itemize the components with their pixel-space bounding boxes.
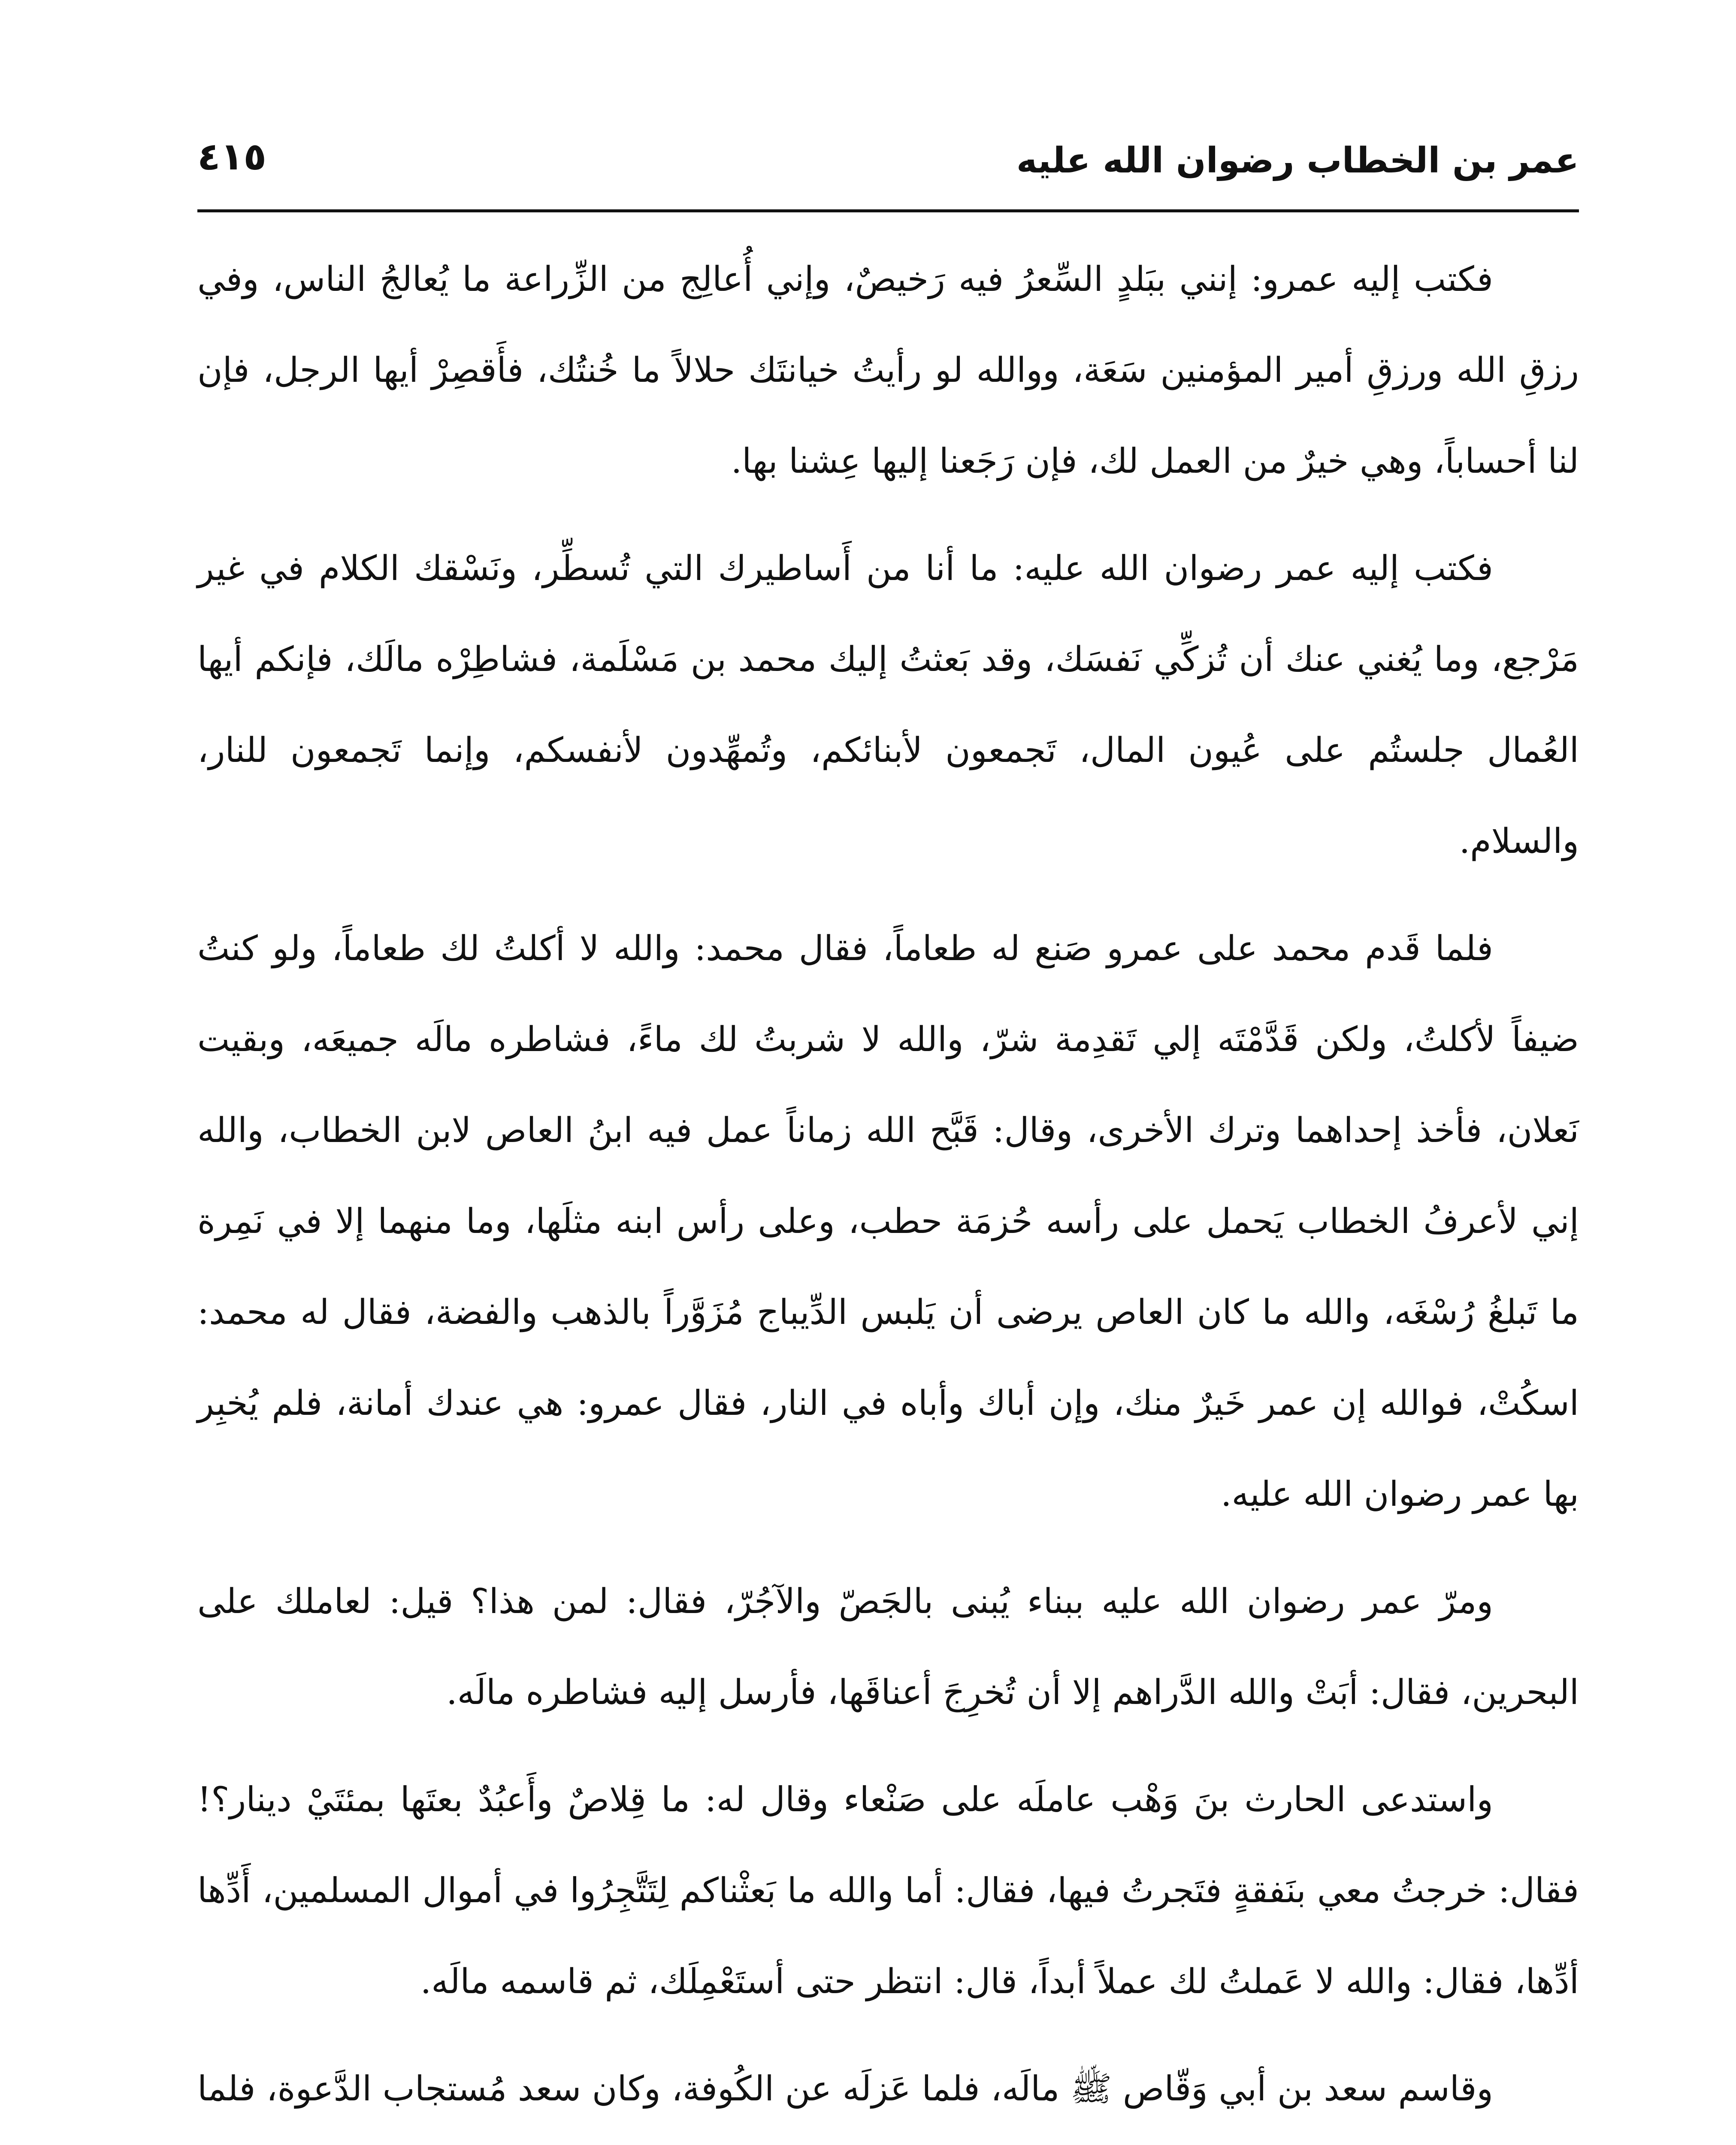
paragraph-5: واستدعى الحارث بنَ وَهْب عاملَه على صَنْعاء وقال له: ما قِلاصٌ وأَعبُدٌ بعتَها بمئتَيْ دينار؟! فقال: خرجتُ معي بنَفقةٍ فتَجرتُ فيها، فقال: أما والله ما بَعثْناكم لِتَتَّجِرُوا في أموال المسلمين، أَدِّها أدِّها، فقال: والله لا عَملتُ لك عملاً أبداً، قال: انتظر حتى أستَعْمِلَك، ثم قاسمه مالَه. bbox=[197, 1779, 1579, 2001]
body-text bbox=[197, 234, 1579, 2145]
paragraph-6: وقاسم سعد بن أبي وَقّاص ﷺ مالَه، فلما عَزلَه عن الكُوفة، وكان سعد مُستجاب الدَّعوة، فلما bbox=[197, 2069, 1493, 2109]
paragraph-4: ومرّ عمر رضوان الله عليه ببناء يُبنى بالجَصّ والآجُرّ، فقال: لمن هذا؟ قيل: لعاملك على البحرين، فقال: أبَتْ والله الدَّراهم إلا أن تُخرِجَ أعناقَها، فأرسل إليه فشاطره مالَه. bbox=[197, 1581, 1579, 1712]
running-title: عمر بن الخطاب رضوان الله عليه bbox=[1016, 140, 1579, 181]
paragraph-3: فلما قَدم محمد على عمرو صَنع له طعاماً، فقال محمد: والله لا أكلتُ لك طعاماً، ولو كنتُ ضيفاً لأكلتُ، ولكن قَدَّمْتَه إلي تَقدِمة شرّ، والله لا شربتُ لك ماءً، فشاطره مالَه جميعَه، وبقيت نَعلان، فأخذ إحداهما وترك الأخرى، وقال: قَبَّح الله زماناً عمل فيه ابنُ العاص لابن الخطاب، والله إني لأعرفُ الخطاب يَحمل على رأسه حُزمَة حطب، وعلى رأس ابنه مثلَها، وما منهما إلا في نَمِرة ما تَبلغُ رُسْغَه، والله ما كان العاص يرضى أن يَلبس الدِّيباج مُزَوَّراً بالذهب والفضة، فقال له محمد: اسكُتْ، فوالله إن عمر خَيرٌ منك، وإن أباك وأباه في النار، فقال عمرو: هي عندك أمانة، فلم يُخبِر بها عمر رضوان الله عليه. bbox=[197, 928, 1579, 1514]
page-header bbox=[197, 120, 1579, 206]
paragraph-1: فكتب إليه عمرو: إنني ببَلدٍ السِّعرُ فيه رَخيصٌ، وإني أُعالِج من الزِّراعة ما يُعالجُ الناس، وفي رزقِ الله ورزقِ أمير المؤمنين سَعَة، ووالله لو رأيتُ خيانتَك حلالاً ما خُنتُك، فأَقصِرْ أيها الرجل، فإن لنا أحساباً، وهي خيرٌ من العمل لك، فإن رَجَعنا إليها عِشنا بها. bbox=[197, 259, 1579, 481]
paragraph-2: فكتب إليه عمر رضوان الله عليه: ما أنا من أَساطيرك التي تُسطِّر، ونَسْقك الكلام في غير مَرْجع، وما يُغني عنك أن تُزكِّي نَفسَك، وقد بَعثتُ إليك محمد بن مَسْلَمة، فشاطِرْه مالَك، فإنكم أيها العُمال جلستُم على عُيون المال، تَجمعون لأبنائكم، وتُمهِّدون لأنفسكم، وإنما تَجمعون للنار، والسلام. bbox=[197, 548, 1579, 861]
page-number: ٤١٥ bbox=[197, 134, 267, 178]
header-rule bbox=[197, 209, 1579, 212]
